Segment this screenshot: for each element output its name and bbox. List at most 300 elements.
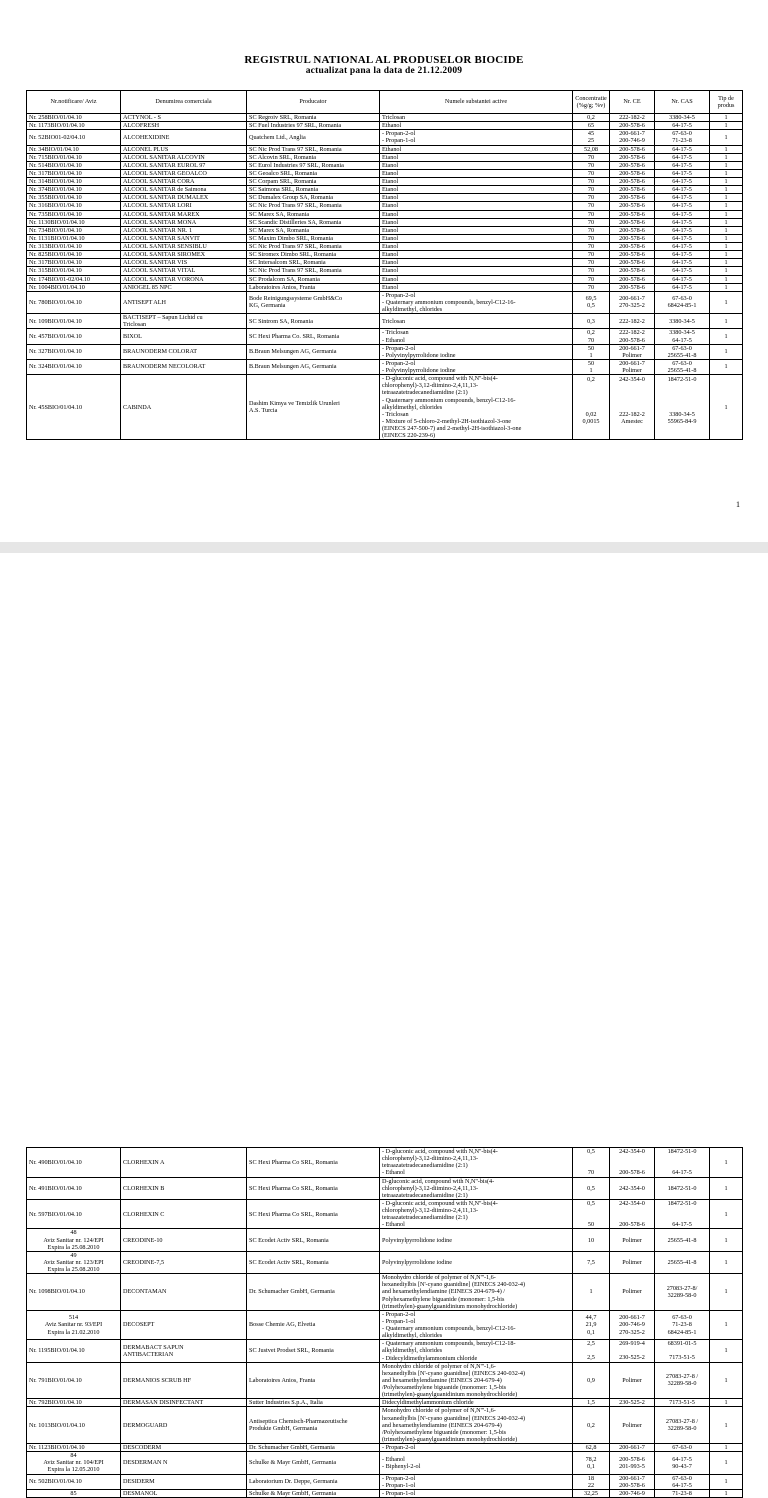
table-row bbox=[27, 314, 743, 329]
cas-number-cell bbox=[655, 234, 710, 242]
concentration-cell-line: 32,25 bbox=[584, 1489, 598, 1497]
notification-number-cell-line: Nr. 258BIO/01/04.10 bbox=[29, 114, 82, 121]
column-header: Numele substantei active bbox=[380, 91, 573, 114]
product-type-cell: 1 bbox=[710, 359, 743, 374]
ce-number-cell bbox=[610, 186, 655, 194]
producer-cell bbox=[247, 161, 380, 169]
cas-number-cell-line: 32289-58-0 bbox=[667, 1380, 697, 1388]
concentration-cell-line: 1,5 bbox=[587, 1399, 595, 1407]
trade-name-cell bbox=[121, 130, 247, 145]
notification-number-cell bbox=[27, 1489, 121, 1497]
cas-number-cell-line: 67-63-0 bbox=[672, 1474, 692, 1482]
cas-number-cell-line: 32289-58-0 bbox=[667, 1425, 697, 1433]
table-body bbox=[27, 114, 743, 440]
active-substance-cell-line: tetraazatetradecanediamidine (2:1) bbox=[382, 1162, 468, 1170]
ce-number-cell-line: 200-746-9 bbox=[619, 1321, 645, 1329]
producer-cell-line: Dr. Schumacher GmbH, Germania bbox=[249, 1288, 335, 1296]
trade-name-cell bbox=[121, 1148, 247, 1178]
trade-name-cell-line: ALCOOL SANITAR LORI bbox=[123, 202, 192, 210]
cas-number-cell-line: 18472-51-0 bbox=[667, 375, 697, 383]
concentration-cell bbox=[573, 234, 610, 242]
cas-number-cell bbox=[655, 251, 710, 259]
producer-cell-line: SC Ecodet Activ SRL, Romania bbox=[249, 1258, 329, 1266]
notification-number-cell-line: Nr. 317BIO/01/04.10 bbox=[29, 169, 82, 177]
producer-cell-line: SC Dumalex Group SA, Romania bbox=[249, 194, 334, 202]
producer-cell-line: Schulke & Mayr GmbH, Germania bbox=[249, 1489, 337, 1497]
producer-cell-line: Laboratorium Dr. Deppe, Germania bbox=[249, 1478, 338, 1486]
cas-number-cell-line: 68391-01-5 bbox=[667, 1340, 697, 1348]
active-substance-cell-line: Etanol bbox=[382, 226, 399, 234]
trade-name-cell bbox=[121, 234, 247, 242]
document-subtitle: actualizat pana la data de 21.12.2009 bbox=[305, 66, 463, 76]
ce-number-cell bbox=[610, 1452, 655, 1474]
table-row bbox=[27, 210, 743, 218]
table-row bbox=[27, 114, 743, 122]
notification-number-cell-line: 514 bbox=[68, 1314, 79, 1322]
cas-number-cell bbox=[655, 1199, 710, 1229]
notification-number-cell-line: 84 bbox=[70, 1452, 77, 1460]
notification-number-cell bbox=[27, 1444, 121, 1452]
producer-cell bbox=[247, 1251, 380, 1273]
column-header: Nr. CAS bbox=[655, 91, 710, 114]
ce-number-cell bbox=[610, 210, 655, 218]
ce-number-cell bbox=[610, 1444, 655, 1452]
cas-number-cell-line: 64-17-5 bbox=[672, 259, 692, 267]
active-substance-cell bbox=[380, 1148, 573, 1178]
notification-number-cell bbox=[27, 1251, 121, 1273]
trade-name-cell bbox=[121, 291, 247, 313]
ce-number-cell-line: 200-661-7 bbox=[619, 1474, 645, 1482]
cas-number-cell-line: 55965-84-9 bbox=[667, 417, 697, 425]
ce-number-cell-line: 200-661-7 bbox=[619, 130, 645, 138]
trade-name-cell-line: DECONTAMAN bbox=[123, 1288, 167, 1296]
trade-name-cell-line: Triclosan bbox=[123, 321, 147, 329]
ce-number-cell-line: 200-746-9 bbox=[619, 1489, 645, 1497]
ce-number-cell bbox=[610, 275, 655, 283]
notification-number-cell-line: 85 bbox=[70, 1489, 77, 1497]
cas-number-cell-line: 64-17-5 bbox=[672, 234, 692, 242]
table-row bbox=[27, 1251, 743, 1273]
product-type-cell: 1 bbox=[710, 130, 743, 145]
notification-number-cell bbox=[27, 202, 121, 210]
producer-cell bbox=[247, 1444, 380, 1452]
producer-cell bbox=[247, 314, 380, 329]
ce-number-cell bbox=[610, 1489, 655, 1497]
active-substance-cell-line: hexanediylbis [N'-cyano guanidine] (EINECS 240-032-4) bbox=[382, 1369, 526, 1377]
concentration-cell bbox=[573, 267, 610, 275]
concentration-cell bbox=[573, 1444, 610, 1452]
trade-name-cell-line: DESDERMAN N bbox=[123, 1459, 168, 1467]
concentration-cell bbox=[573, 1310, 610, 1340]
cas-number-cell bbox=[655, 291, 710, 313]
cas-number-cell-line: 18472-51-0 bbox=[667, 1200, 697, 1207]
active-substance-cell-line: Polyvinylpyrrolidone iodine bbox=[382, 1236, 452, 1244]
cas-number-cell-line: 71-23-8 bbox=[672, 1321, 692, 1329]
table-header-row bbox=[27, 91, 743, 114]
concentration-cell-line: 22 bbox=[587, 1481, 595, 1489]
cas-number-cell bbox=[655, 130, 710, 145]
notification-number-cell-line: Aviz Sanitar nr. 104/EPI bbox=[43, 1459, 104, 1467]
cas-number-cell-line: 25655-41-8 bbox=[667, 367, 697, 374]
active-substance-cell-line: - D-gluconic acid, compound with N,N''-bis(4- bbox=[382, 375, 498, 383]
ce-number-cell-line bbox=[612, 397, 652, 404]
ce-number-cell-line: 200-578-6 bbox=[619, 259, 645, 267]
concentration-cell-line: 0,2 bbox=[587, 329, 595, 337]
concentration-cell bbox=[573, 194, 610, 202]
trade-name-cell bbox=[121, 329, 247, 344]
active-substance-cell-line: Etanol bbox=[382, 153, 399, 161]
producer-cell-line: SC Nic Prod Trans 97 SRL, Romania bbox=[249, 267, 342, 275]
producer-cell-line: SC Eurol Industries 97 SRL, Romania bbox=[249, 161, 344, 169]
cas-number-cell bbox=[655, 1489, 710, 1497]
producer-cell bbox=[247, 234, 380, 242]
table-row bbox=[27, 1340, 743, 1362]
product-type-cell: 1 bbox=[710, 1177, 743, 1199]
concentration-cell-line: 1 bbox=[589, 1288, 593, 1296]
notification-number-cell-line: Nr. 52BIO01-02/04.10 bbox=[29, 133, 86, 141]
concentration-cell-line: 0,5 bbox=[587, 302, 595, 310]
active-substance-cell-line: and hexamethylendiamine (EINECS 204-679-4) / bbox=[382, 1288, 506, 1296]
producer-cell-line: A.S. Turcia bbox=[249, 407, 278, 415]
active-substance-cell-line: tetraazatetradecanediamidine (2:1) bbox=[382, 1191, 468, 1199]
ce-number-cell bbox=[610, 226, 655, 234]
ce-number-cell-line: 200-578-6 bbox=[619, 169, 645, 177]
producer-cell-line: Quatchem Ltd., Anglia bbox=[249, 133, 306, 141]
cas-number-cell-line: 64-17-5 bbox=[672, 1455, 692, 1463]
concentration-cell bbox=[573, 283, 610, 291]
table-row bbox=[27, 161, 743, 169]
active-substance-cell bbox=[380, 1399, 573, 1407]
cas-number-cell bbox=[655, 210, 710, 218]
cas-number-cell-line: 64-17-5 bbox=[672, 1481, 692, 1489]
ce-number-cell-line: 242-354-0 bbox=[619, 1148, 645, 1156]
concentration-cell bbox=[573, 1229, 610, 1251]
concentration-cell-line: 50 bbox=[587, 359, 595, 367]
notification-number-cell-line: Expira la 25.08.2010 bbox=[47, 1266, 100, 1273]
ce-number-cell-line bbox=[612, 432, 652, 439]
cas-number-cell-line bbox=[657, 432, 707, 439]
active-substance-cell-line: Didecyldimethylammonium chloride bbox=[382, 1399, 474, 1407]
notification-number-cell bbox=[27, 291, 121, 313]
active-substance-cell bbox=[380, 234, 573, 242]
producer-cell-line: Bosse Chemie AG, Elvetia bbox=[249, 1321, 316, 1329]
active-substance-cell-line: alkyldimethyl, chlorides bbox=[382, 306, 443, 313]
trade-name-cell-line: ACTYNOL - S bbox=[123, 114, 161, 121]
concentration-cell-line: 70 bbox=[587, 153, 595, 161]
ce-number-cell-line: Polimer bbox=[622, 351, 642, 359]
concentration-cell-line: 0,0015 bbox=[582, 417, 600, 425]
active-substance-cell bbox=[380, 194, 573, 202]
product-type-cell: 1 bbox=[710, 1452, 743, 1474]
concentration-cell bbox=[573, 1452, 610, 1474]
active-substance-cell-line: - Propan-2-ol bbox=[382, 1474, 416, 1482]
active-substance-cell-line: chlorophenyl)-3,12-diimino-2,4,11,13- bbox=[382, 1155, 479, 1163]
ce-number-cell-line: 200-578-6 bbox=[619, 1455, 645, 1463]
active-substance-cell-line: (trimethylen)-guanylguanidinium monohydrochloride) bbox=[382, 1302, 518, 1310]
ce-number-cell bbox=[610, 178, 655, 186]
active-substance-cell-line: alkyldimethyl, chlorides bbox=[382, 1332, 443, 1340]
trade-name-cell-line: ANIOGEL 85 NPC bbox=[123, 283, 172, 291]
ce-number-cell-line: Polimer bbox=[622, 1288, 642, 1296]
active-substance-cell-line: Etanol bbox=[382, 283, 399, 291]
trade-name-cell bbox=[121, 153, 247, 161]
cas-number-cell bbox=[655, 359, 710, 374]
table-row bbox=[27, 202, 743, 210]
concentration-cell-line bbox=[575, 1207, 607, 1214]
producer-cell-line: SC Fuel Industries 97 SRL, Romania bbox=[249, 122, 342, 130]
table-row bbox=[27, 283, 743, 291]
concentration-cell-line: 70 bbox=[587, 267, 595, 275]
concentration-cell bbox=[573, 359, 610, 374]
trade-name-cell bbox=[121, 1199, 247, 1229]
table-row bbox=[27, 1444, 743, 1452]
cas-number-cell bbox=[655, 153, 710, 161]
active-substance-cell-line: - Mixture of 5-chloro-2-methyl-2H-isothiazol-3-one bbox=[382, 417, 512, 425]
trade-name-cell-line: CLORHEXIN A bbox=[123, 1158, 165, 1166]
ce-number-cell bbox=[610, 329, 655, 344]
notification-number-cell bbox=[27, 329, 121, 344]
trade-name-cell bbox=[121, 1452, 247, 1474]
notification-number-cell bbox=[27, 226, 121, 234]
trade-name-cell-line: BRAUNODERM NECOLORAT bbox=[123, 363, 206, 371]
ce-number-cell-line: 200-578-6 bbox=[619, 283, 645, 291]
table-row bbox=[27, 218, 743, 226]
cas-number-cell-line: 64-17-5 bbox=[672, 251, 692, 259]
ce-number-cell-line: 200-578-6 bbox=[619, 210, 645, 218]
producer-cell bbox=[247, 1362, 380, 1399]
product-type-cell: 1 bbox=[710, 1274, 743, 1311]
product-type-cell: 1 bbox=[710, 267, 743, 275]
producer-cell bbox=[247, 275, 380, 283]
producer-cell-line: SC Sintrom SA, Romania bbox=[249, 317, 313, 325]
producer-cell-line: SC Marex SA, Romania bbox=[249, 210, 310, 218]
cas-number-cell-line: 71-23-8 bbox=[672, 1489, 692, 1497]
trade-name-cell-line: ALCOOL SANITAR MAREX bbox=[123, 210, 200, 218]
trade-name-cell bbox=[121, 283, 247, 291]
trade-name-cell bbox=[121, 1407, 247, 1444]
ce-number-cell bbox=[610, 375, 655, 440]
producer-cell bbox=[247, 226, 380, 234]
ce-number-cell-line bbox=[612, 1155, 652, 1162]
active-substance-cell bbox=[380, 1310, 573, 1340]
table-row bbox=[27, 130, 743, 145]
producer-cell bbox=[247, 122, 380, 130]
ce-number-cell bbox=[610, 153, 655, 161]
trade-name-cell bbox=[121, 275, 247, 283]
trade-name-cell bbox=[121, 226, 247, 234]
trade-name-cell-line: DESMANOL bbox=[123, 1489, 158, 1497]
notification-number-cell-line: Nr. 825BIO/01/04.10 bbox=[29, 251, 82, 259]
product-type-cell: 1 bbox=[710, 114, 743, 122]
concentration-cell-line: 7,5 bbox=[587, 1258, 595, 1266]
trade-name-cell-line: BACTISEPT – Sapun Lichid cu bbox=[123, 314, 203, 322]
cas-number-cell bbox=[655, 202, 710, 210]
producer-cell-line: SC Saimona SRL, Romania bbox=[249, 186, 319, 194]
active-substance-cell-line: - Quaternary ammonium compounds, benzyl-C12-16- bbox=[382, 1325, 516, 1332]
concentration-cell bbox=[573, 1474, 610, 1489]
ce-number-cell-line: Polimer bbox=[622, 1376, 642, 1384]
ce-number-cell-line: 200-746-9 bbox=[619, 137, 645, 145]
cas-number-cell-line bbox=[657, 1347, 707, 1354]
ce-number-cell-line bbox=[612, 383, 652, 390]
cas-number-cell-line: 3380-34-5 bbox=[669, 114, 695, 121]
notification-number-cell-line: Nr. 34BIO/01/04.10 bbox=[29, 145, 79, 153]
cas-number-cell-line: 64-17-5 bbox=[672, 1221, 692, 1229]
producer-cell-line: SC Nic Prod Trans 97 SRL, Romania bbox=[249, 145, 342, 153]
ce-number-cell-line: 200-578-6 bbox=[619, 186, 645, 194]
cas-number-cell-line: 27083-27-8 / bbox=[665, 1418, 699, 1426]
ce-number-cell bbox=[610, 251, 655, 259]
active-substance-cell-line: Etanol bbox=[382, 186, 399, 194]
cas-number-cell bbox=[655, 186, 710, 194]
concentration-cell-line: 50 bbox=[587, 1221, 595, 1229]
cas-number-cell bbox=[655, 243, 710, 251]
ce-number-cell-line: 200-578-6 bbox=[619, 153, 645, 161]
cas-number-cell-line: 67-63-0 bbox=[672, 130, 692, 138]
producer-cell-line: SC Corpam SRL, Romania bbox=[249, 178, 317, 185]
concentration-cell bbox=[573, 1407, 610, 1444]
page-1 bbox=[0, 0, 768, 542]
ce-number-cell-line: 200-578-6 bbox=[619, 122, 645, 130]
trade-name-cell bbox=[121, 1489, 247, 1497]
notification-number-cell-line: Expira la 12.05.2010 bbox=[47, 1466, 100, 1474]
concentration-cell-line bbox=[575, 425, 607, 432]
table-row bbox=[27, 1229, 743, 1251]
active-substance-cell-line: hexanediylbis [N'-cyano guanidine] (EINECS 240-032-4) bbox=[382, 1281, 526, 1289]
concentration-cell-line: 0,5 bbox=[587, 1200, 595, 1207]
product-type-cell: 1 bbox=[710, 194, 743, 202]
active-substance-cell bbox=[380, 161, 573, 169]
active-substance-cell bbox=[380, 1474, 573, 1489]
producer-cell bbox=[247, 153, 380, 161]
trade-name-cell-line: ALCOOL SANITAR SENSIBLU bbox=[123, 243, 207, 250]
trade-name-cell bbox=[121, 122, 247, 130]
concentration-cell-line: 70 bbox=[587, 275, 595, 283]
cas-number-cell-line: 3380-34-5 bbox=[669, 329, 695, 337]
table-row bbox=[27, 267, 743, 275]
active-substance-cell-line: - Quaternary ammonium compounds, benzyl-C12-16- bbox=[382, 396, 516, 404]
producer-cell-line: Dashim Kimya ve Temizlik Urunleri bbox=[249, 400, 340, 408]
active-substance-cell bbox=[380, 178, 573, 186]
concentration-cell bbox=[573, 1489, 610, 1497]
trade-name-cell-line: DERMANIOS SCRUB HF bbox=[123, 1376, 192, 1384]
producer-cell bbox=[247, 145, 380, 153]
notification-number-cell-line: Nr. 514BIO/01/04.10 bbox=[29, 161, 82, 169]
notification-number-cell bbox=[27, 130, 121, 145]
active-substance-cell-line: tetraazatetradecanediamidine (2:1) bbox=[382, 1214, 468, 1222]
producer-cell-line: SC Hexi Pharma Co SRL, Romania bbox=[249, 1184, 338, 1192]
cas-number-cell-line: 64-17-5 bbox=[672, 267, 692, 275]
notification-number-cell bbox=[27, 194, 121, 202]
producer-cell bbox=[247, 1399, 380, 1407]
cas-number-cell-line: 25655-41-8 bbox=[667, 351, 697, 359]
cas-number-cell bbox=[655, 114, 710, 122]
cas-number-cell-line: 25655-41-8 bbox=[667, 1258, 697, 1266]
cas-number-cell-line: 27083-27-8/ bbox=[666, 1284, 698, 1292]
ce-number-cell-line: Polimer bbox=[622, 367, 642, 374]
active-substance-cell-line: Etanol bbox=[382, 210, 399, 218]
product-type-cell: 1 bbox=[710, 178, 743, 186]
producer-cell bbox=[247, 186, 380, 194]
ce-number-cell bbox=[610, 1407, 655, 1444]
table-row bbox=[27, 1407, 743, 1444]
product-type-cell: 1 bbox=[710, 122, 743, 130]
active-substance-cell-line: - Propan-1-ol bbox=[382, 1481, 416, 1489]
ce-number-cell bbox=[610, 218, 655, 226]
active-substance-cell-line: - Propan-1-ol bbox=[382, 1317, 416, 1325]
product-type-cell: 1 bbox=[710, 275, 743, 283]
ce-number-cell-line: 269-919-4 bbox=[619, 1340, 645, 1348]
ce-number-cell-line bbox=[612, 1162, 652, 1169]
concentration-cell-line: 70 bbox=[587, 202, 595, 210]
trade-name-cell bbox=[121, 194, 247, 202]
product-type-cell: 1 bbox=[710, 1399, 743, 1407]
notification-number-cell-line: Nr. 317BIO/01/04.10 bbox=[29, 259, 82, 267]
producer-cell-line: SC Maxim Dimbo SRL, Romania bbox=[249, 234, 334, 242]
active-substance-cell-line: - Didecyldimethylammonium chloride bbox=[382, 1354, 478, 1362]
concentration-cell-line bbox=[575, 1162, 607, 1169]
trade-name-cell-line: DESCODERM bbox=[123, 1444, 162, 1451]
ce-number-cell bbox=[610, 1199, 655, 1229]
concentration-cell-line: 2,5 bbox=[587, 1354, 595, 1362]
concentration-cell-line: 0,2 bbox=[587, 375, 595, 383]
ce-number-cell bbox=[610, 291, 655, 313]
producer-cell-line: SC Regroiv SRL, Romania bbox=[249, 114, 317, 121]
cas-number-cell-line bbox=[657, 390, 707, 397]
active-substance-cell bbox=[380, 202, 573, 210]
product-type-cell: 1 bbox=[710, 259, 743, 267]
cas-number-cell bbox=[655, 283, 710, 291]
table-row bbox=[27, 226, 743, 234]
ce-number-cell bbox=[610, 259, 655, 267]
active-substance-cell-line: Monohydro chloride of polymer of N,N'''-1,6- bbox=[382, 1274, 496, 1282]
trade-name-cell bbox=[121, 1274, 247, 1311]
producer-cell-line: SC Nic Prod Trans 97 SRL, Romania bbox=[249, 202, 342, 210]
ce-number-cell-line: 200-578-6 bbox=[619, 202, 645, 210]
trade-name-cell-line: DECOSEPT bbox=[123, 1321, 155, 1329]
notification-number-cell bbox=[27, 1274, 121, 1311]
ce-number-cell bbox=[610, 130, 655, 145]
active-substance-cell-line: - Polyvinylpyrrolidone iodine bbox=[382, 367, 456, 374]
active-substance-cell-line: Etanol bbox=[382, 251, 399, 259]
active-substance-cell bbox=[380, 1177, 573, 1199]
ce-number-cell-line bbox=[612, 1207, 652, 1214]
cas-number-cell-line: 18472-51-0 bbox=[667, 1148, 697, 1156]
ce-number-cell bbox=[610, 1340, 655, 1362]
ce-number-cell-line: 222-182-2 bbox=[619, 317, 645, 325]
concentration-cell-line bbox=[575, 390, 607, 397]
table-row bbox=[27, 122, 743, 130]
active-substance-cell bbox=[380, 1229, 573, 1251]
concentration-cell bbox=[573, 1340, 610, 1362]
trade-name-cell-line: ALCOOL SANITAR VIS bbox=[123, 259, 188, 267]
concentration-cell bbox=[573, 130, 610, 145]
concentration-cell-line: 0,3 bbox=[587, 317, 595, 325]
active-substance-cell-line: - Biphenyl-2-ol bbox=[382, 1462, 421, 1470]
table-row bbox=[27, 169, 743, 177]
cas-number-cell-line: 64-17-5 bbox=[672, 336, 692, 344]
table-row bbox=[27, 359, 743, 374]
cas-number-cell-line: 3380-34-5 bbox=[669, 410, 695, 418]
product-type-cell: 1 bbox=[710, 202, 743, 210]
active-substance-cell-line: - Propan-2-ol bbox=[382, 1444, 416, 1451]
cas-number-cell bbox=[655, 1229, 710, 1251]
active-substance-cell bbox=[380, 186, 573, 194]
producer-cell bbox=[247, 283, 380, 291]
active-substance-cell-line: - Propan-2-ol bbox=[382, 1310, 416, 1318]
active-substance-cell-line: (trimethylen)-guanylguanidinium monohydrochloride) bbox=[382, 1391, 518, 1399]
cas-number-cell bbox=[655, 275, 710, 283]
